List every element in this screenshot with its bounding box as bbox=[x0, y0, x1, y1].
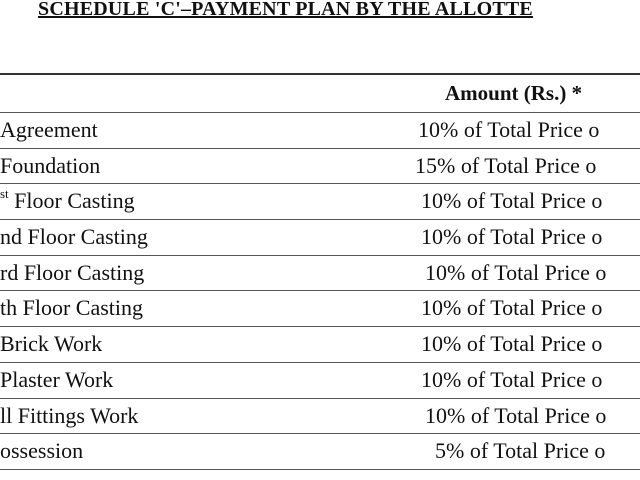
table-row bbox=[0, 220, 640, 256]
stage-text: rd Floor Casting bbox=[0, 259, 145, 285]
stage-cell bbox=[0, 188, 135, 214]
table-row bbox=[0, 291, 640, 327]
amount-cell: 10% of Total Price o bbox=[425, 402, 607, 428]
stage-cell bbox=[0, 224, 148, 250]
stage-cell bbox=[0, 367, 113, 393]
table-row bbox=[0, 327, 640, 363]
stage-cell bbox=[0, 117, 98, 143]
stage-cell bbox=[0, 403, 138, 429]
table-row bbox=[0, 184, 640, 220]
amount-cell: 10% of Total Price o bbox=[418, 117, 600, 142]
schedule-title: SCHEDULE 'C'–PAYMENT PLAN BY THE ALLOTTE bbox=[38, 0, 533, 20]
table-row bbox=[0, 434, 640, 470]
stage-text-rest: Floor Casting bbox=[8, 188, 135, 214]
table-row bbox=[0, 399, 640, 435]
stage-cell bbox=[0, 331, 102, 357]
table-row bbox=[0, 113, 640, 149]
stage-cell bbox=[0, 438, 83, 464]
stage-text: ossession bbox=[0, 438, 84, 464]
amount-cell: 15% of Total Price o bbox=[415, 152, 597, 178]
stage-text: Foundation bbox=[0, 152, 101, 178]
amount-cell: 5% of Total Price o bbox=[435, 438, 606, 464]
amount-cell: 10% of Total Price o bbox=[421, 366, 603, 392]
table-row bbox=[0, 363, 640, 399]
amount-cell: 10% of Total Price o bbox=[421, 295, 603, 321]
amount-cell: 10% of Total Price o bbox=[421, 331, 603, 357]
amount-column-header: Amount (Rs.) * bbox=[445, 81, 583, 105]
table-header-row bbox=[0, 75, 640, 113]
stage-text: th Floor Casting bbox=[0, 295, 144, 321]
stage-superscript: st bbox=[0, 186, 9, 202]
table-body bbox=[0, 113, 640, 470]
table-row bbox=[0, 149, 640, 185]
stage-text: Brick Work bbox=[0, 331, 103, 357]
stage-cell bbox=[0, 295, 143, 321]
stage-text: nd Floor Casting bbox=[0, 224, 148, 250]
stage-cell bbox=[0, 260, 144, 286]
stage-text: ll Fittings Work bbox=[0, 402, 139, 428]
stage-text: Agreement bbox=[0, 117, 98, 142]
stage-cell bbox=[0, 153, 100, 179]
amount-cell: 10% of Total Price o bbox=[421, 188, 603, 214]
table-row bbox=[0, 256, 640, 292]
stage-text: Plaster Work bbox=[0, 366, 114, 392]
amount-cell: 10% of Total Price o bbox=[421, 224, 603, 250]
amount-cell: 10% of Total Price o bbox=[425, 259, 607, 285]
payment-plan-table bbox=[0, 73, 640, 470]
